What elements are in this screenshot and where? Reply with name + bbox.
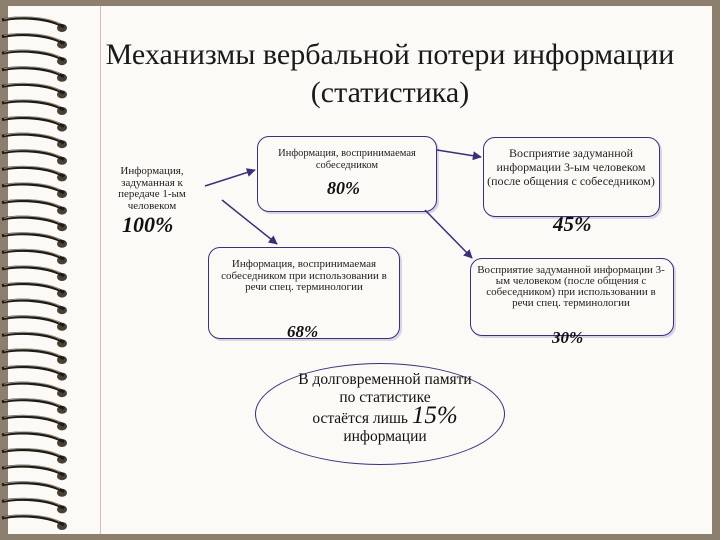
binding-ring xyxy=(2,516,64,525)
binding-ring xyxy=(2,101,64,110)
summary-text xyxy=(290,371,480,446)
binding-ring xyxy=(2,250,64,259)
binding-ring xyxy=(2,483,64,492)
binding-ring xyxy=(2,284,64,293)
binding-ring xyxy=(2,84,64,93)
third-person-terminology-percent: 30% xyxy=(552,328,584,347)
binding-ring xyxy=(2,466,64,475)
third-person-label: Восприятие задуманной информации 3-ым человеком (после общения с собеседником) xyxy=(487,146,655,188)
binding-ring xyxy=(2,416,64,425)
binding-ring xyxy=(2,317,64,326)
terminology-percent: 68% xyxy=(287,322,319,341)
binding-ring xyxy=(2,499,64,508)
binding-ring xyxy=(2,118,64,127)
binding-ring xyxy=(2,267,64,276)
binding-ring xyxy=(2,300,64,309)
summary-line3: информации xyxy=(343,428,427,445)
binding-ring xyxy=(2,134,64,143)
binding-ring xyxy=(2,35,64,44)
binding-ring xyxy=(2,51,64,60)
binding-ring xyxy=(2,433,64,442)
binding-ring xyxy=(2,450,64,459)
binding-ring xyxy=(2,184,64,193)
binding-ring xyxy=(2,167,64,176)
summary-line1: В долговременной памяти по статистике xyxy=(298,371,472,406)
binding-ring xyxy=(2,383,64,392)
received-percent: 80% xyxy=(327,178,360,198)
third-person-percent: 45% xyxy=(553,212,592,236)
binding-ring xyxy=(2,350,64,359)
binding-ring xyxy=(2,367,64,376)
binding-ring xyxy=(2,400,64,409)
terminology-label: Информация, воспринимаемая собеседником при использовании в речи спец. терминологии xyxy=(221,258,387,293)
binding-ring xyxy=(2,18,64,27)
source-label: Информация, задуманная к передаче 1-ым человеком xyxy=(118,165,186,212)
source-percent: 100% xyxy=(122,212,174,237)
binding-ring xyxy=(2,234,64,243)
spiral-binding xyxy=(0,0,80,540)
binding-ring xyxy=(2,68,64,77)
binding-ring xyxy=(2,217,64,226)
binding-ring xyxy=(2,201,64,210)
summary-line2: остаётся лишь xyxy=(312,410,408,427)
received-label: Информация, воспринимаемая собеседником xyxy=(278,148,416,171)
summary-line2-wrap xyxy=(290,402,480,429)
binding-ring xyxy=(2,151,64,160)
third-person-terminology-label: Восприятие задуманной информации 3-ым человеком (после общения с собеседником) при использовании в речи спец. терминологии xyxy=(477,264,665,309)
binding-ring xyxy=(2,333,64,342)
summary-percent: 15% xyxy=(411,402,458,429)
page-title: Механизмы вербальной потери информации (статистика) xyxy=(105,38,675,109)
